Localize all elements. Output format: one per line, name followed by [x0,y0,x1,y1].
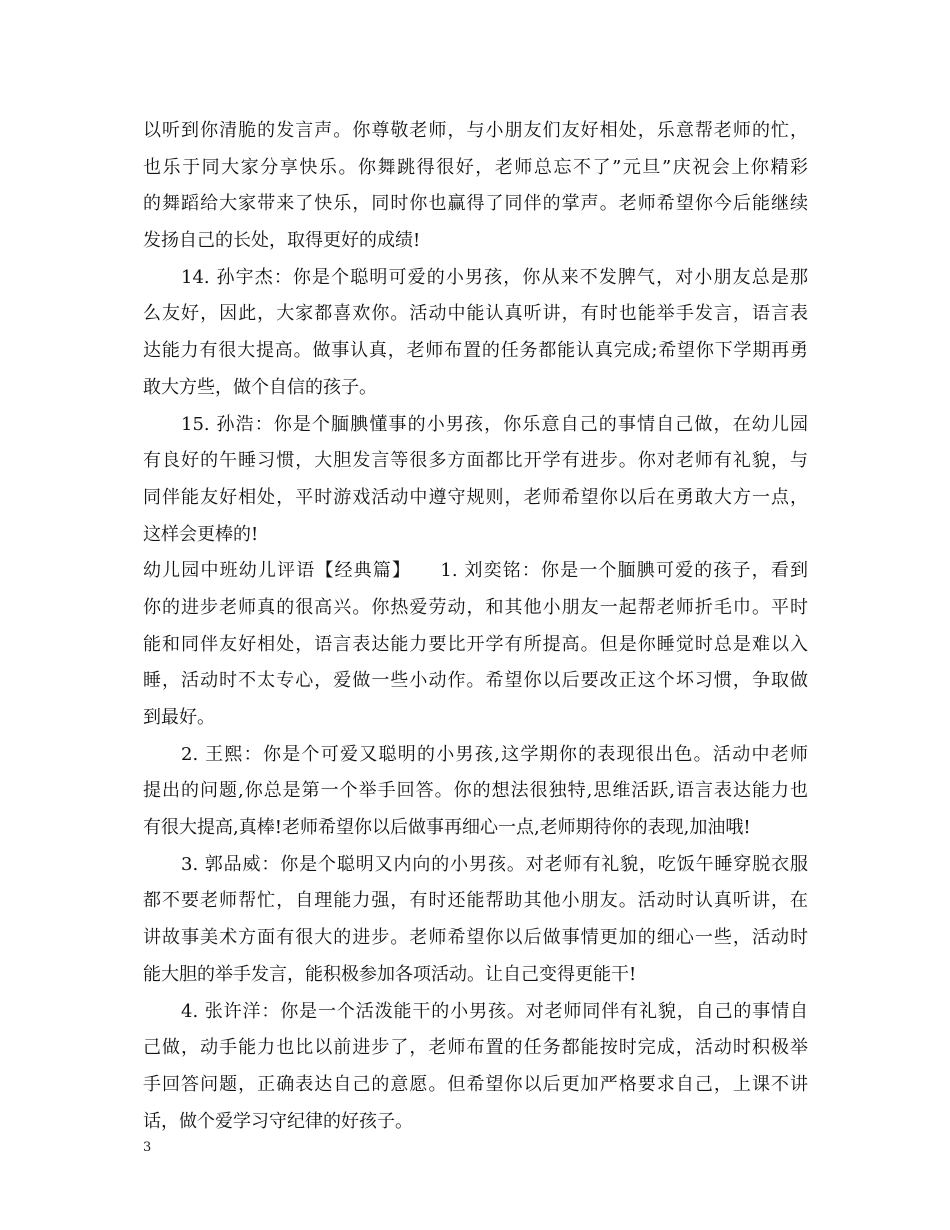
text-line: 讲故事美术方面有很大的进步。老师希望你以后做事情更加的细心一些，活动时 [143,927,808,949]
text-line: 这样会更棒的! [143,523,259,545]
paragraph-start-15: 15. 孙浩：你是个腼腆懂事的小男孩，你乐意自己的事情自己做，在幼儿园 [181,413,808,435]
text-line: 有良好的午睡习惯，大胆发言等很多方面都比开学有进步。你对老师有礼貌，与 [143,450,808,472]
text-line: 到最好。 [143,707,215,728]
text-line: 提出的问题,你总是第一个举手回答。你的想法很独特,思维活跃,语言表达能力也 [143,780,808,802]
text-line: 手回答问题，正确表达自己的意愿。但希望你以后更加严格要求自己，上课不讲 [143,1073,808,1095]
text-line: 以听到你清脆的发言声。你尊敬老师，与小朋友们友好相处，乐意帮老师的忙， [143,120,808,141]
text-line: 么友好，因此，大家都喜欢你。活动中能认真听讲，有时也能举手发言，语言表 [143,303,808,325]
text-line: 敢大方些，做个自信的孩子。 [143,376,377,398]
body-text [143,113,808,1140]
page-number: 3 [143,1140,152,1155]
text-line: 达能力有很大提高。做事认真，老师布置的任务都能认真完成;希望你下学期再勇 [143,340,808,362]
text-line: 都不要老师帮忙，自理能力强，有时还能帮助其他小朋友。活动时认真听讲，在 [143,890,808,912]
text-line: 能和同伴友好相处，语言表达能力要比开学有所提高。但是你睡觉时总是难以入 [143,633,808,655]
paragraph-start-14: 14. 孙宇杰：你是个聪明可爱的小男孩，你从来不发脾气，对小朋友总是那 [181,266,808,288]
text-line: 己做，动手能力也比以前进步了，老师布置的任务都能按时完成，活动时积极举 [143,1037,808,1059]
paragraph-start-4: 4. 张许洋：你是一个活泼能干的小男孩。对老师同伴有礼貌，自己的事情自 [181,1000,808,1022]
text-line: 你的进步老师真的很高兴。你热爱劳动，和其他小朋友一起帮老师折毛巾。平时 [143,596,808,618]
text-line: 也乐于同大家分享快乐。你舞跳得很好，老师总忘不了”元旦”庆祝会上你精彩 [143,156,808,178]
text-line: 话，做个爱学习守纪律的好孩子。 [143,1110,413,1132]
paragraph-start-2: 2. 王熙：你是个可爱又聪明的小男孩,这学期你的表现很出色。活动中老师 [181,743,808,765]
text-line: 睡，活动时不太专心，爱做一些小动作。希望你以后要改正这个坏习惯，争取做 [143,670,808,692]
paragraph-start-3: 3. 郭品威：你是个聪明又内向的小男孩。对老师有礼貌，吃饭午睡穿脱衣服 [181,853,808,875]
text-line: 发扬自己的长处，取得更好的成绩! [143,230,421,252]
text-line: 能大胆的举手发言，能积极参加各项活动。让自己变得更能干! [143,963,637,985]
text-line: 同伴能友好相处，平时游戏活动中遵守规则，老师希望你以后在勇敢大方一点， [143,486,808,508]
text-line: 有很大提高,真棒!老师希望你以后做事再细心一点,老师期待你的表现,加油哦! [143,817,751,839]
section-heading-line: 幼儿园中班幼儿评语【经典篇】 1. 刘奕铭：你是一个腼腆可爱的孩子，看到 [143,560,808,582]
text-line: 的舞蹈给大家带来了快乐，同时你也赢得了同伴的掌声。老师希望你今后能继续 [143,193,808,215]
